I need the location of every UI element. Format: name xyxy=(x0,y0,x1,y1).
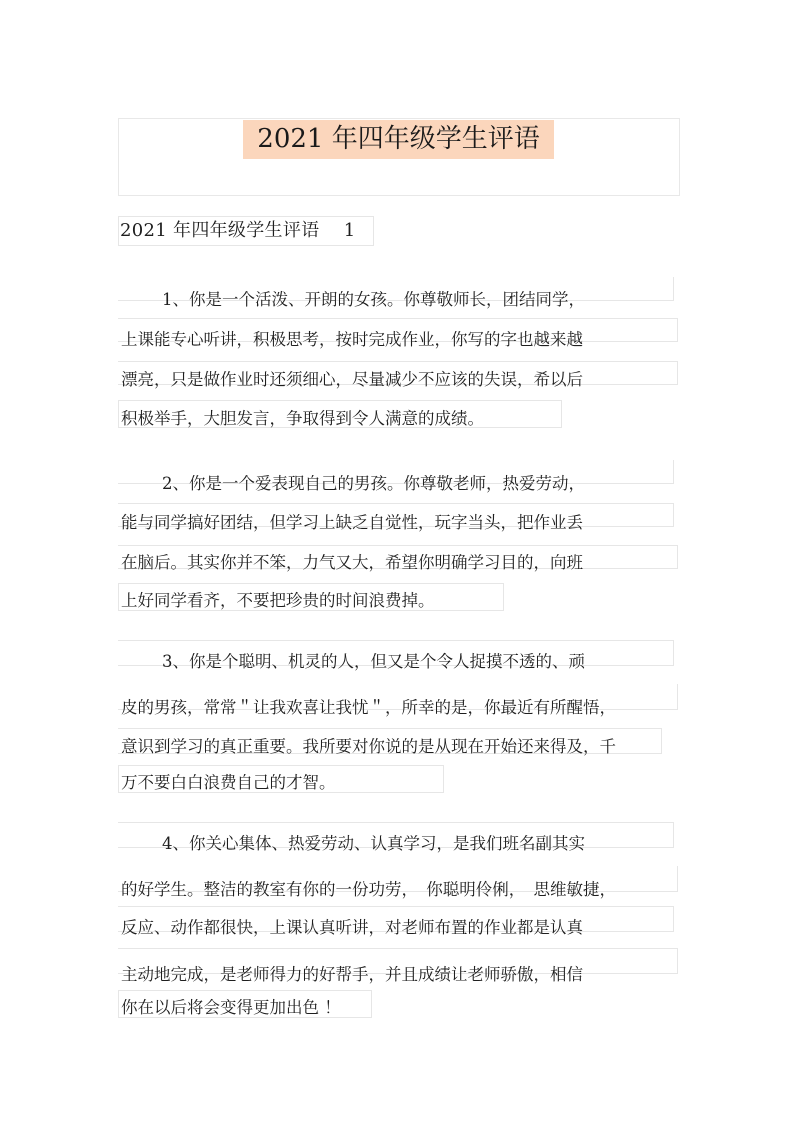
paragraph-4-line-1: 4、你关心集体、热爱劳动、认真学习，是我们班名副其实 xyxy=(162,834,585,853)
paragraph-4-line-5: 你在以后将会变得更加出色 ！ xyxy=(121,998,341,1017)
paragraph-1-line-3: 漂亮，只是做作业时还须细心，尽量减少不应该的失误，希以后 xyxy=(121,370,583,389)
paragraph-3-line-4: 万不要白白浪费自己的才智。 xyxy=(121,773,336,792)
paragraph-2-line-1: 2、你是一个爱表现自己的男孩。你尊敬老师，热爱劳动， xyxy=(162,474,585,493)
paragraph-3-line-1: 3、你是个聪明、机灵的人，但又是个令人捉摸不透的、顽 xyxy=(162,652,585,671)
section-heading: 2021 年四年级学生评语 1 xyxy=(120,220,356,241)
paragraph-2-line-3: 在脑后。其实你并不笨，力气又大，希望你明确学习目的，向班 xyxy=(121,553,583,572)
paragraph-4-line-4: 主动地完成，是老师得力的好帮手，并且成绩让老师骄傲，相信 xyxy=(121,965,583,984)
paragraph-2-line-2: 能与同学搞好团结，但学习上缺乏自觉性，玩字当头，把作业丢 xyxy=(121,513,583,532)
paragraph-3-line-2: 皮的男孩，常常＂让我欢喜让我忧＂，所幸的是，你最近有所醒悟， xyxy=(121,698,616,717)
paragraph-1-line-1: 1、你是一个活泼、开朗的女孩。你尊敬师长，团结同学， xyxy=(162,290,585,309)
paragraph-1-line-2: 上课能专心听讲，积极思考，按时完成作业，你写的字也越来越 xyxy=(121,330,583,349)
page-title: 2021 年四年级学生评语 xyxy=(257,124,540,154)
paragraph-3-line-3: 意识到学习的真正重要。我所要对你说的是从现在开始还来得及，千 xyxy=(121,737,616,756)
paragraph-4-line-3: 反应、动作都很快，上课认真听讲，对老师布置的作业都是认真 xyxy=(121,918,583,937)
paragraph-2-line-4: 上好同学看齐，不要把珍贵的时间浪费掉。 xyxy=(121,591,435,610)
paragraph-1-line-4: 积极举手，大胆发言，争取得到令人满意的成绩。 xyxy=(121,409,484,428)
paragraph-4-line-2: 的好学生。整洁的教室有你的一份功劳， 你聪明伶俐， 思维敏捷， xyxy=(121,880,616,899)
